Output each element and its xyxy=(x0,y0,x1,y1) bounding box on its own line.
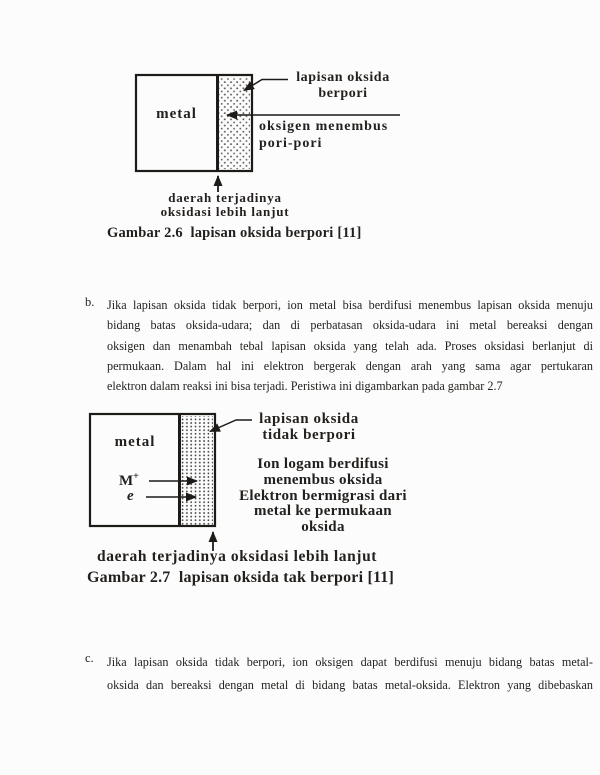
figure1-porous-oxide-label xyxy=(283,70,403,101)
metal-ion-charge: + xyxy=(133,471,139,482)
figure2-description-line: metal ke permukaan xyxy=(254,503,392,520)
paragraph-b-line: Jika lapisan oksida tidak berpori, ion metal bisa berdifusi menembus lapisan oksida menuju xyxy=(107,298,593,312)
paragraph-c-line: Jika lapisan oksida tidak berpori, ion oksigen dapat berdifusi menuju bidang batas metal- xyxy=(107,655,593,669)
figure2-oxide-label-line1: lapisan oksida xyxy=(259,411,359,427)
metal-ion-symbol: M xyxy=(119,473,134,489)
paragraph-b-line: oksigen dan menambah tebal lapisan oksida yang telah ada. Proses oksidasi berlanjut di xyxy=(107,338,593,353)
figure1-oxidation-region-label xyxy=(140,191,310,218)
figure1-oxygen-label-line2: pori-pori xyxy=(259,136,323,151)
figure1-oxygen-label xyxy=(259,118,388,152)
figure2-caption: Gambar 2.7 lapisan oksida tak berpori [11] xyxy=(87,569,395,586)
figure1-porous-oxide-label-line1: lapisan oksida xyxy=(296,70,390,85)
figure2-description-line: menembus oksida xyxy=(263,471,383,488)
paragraph-b-line: bidang batas oksida-udara; dan di perbatasan oksida-udara ini metal bereaksi dengan xyxy=(107,318,593,333)
paragraph-b-line: permukaan. Dalam hal ini elektron bergerak dengan arah yang sama agar pertukaran xyxy=(107,358,593,373)
figure1-oxygen-label-line1: oksigen menembus xyxy=(259,119,389,134)
figure1-metal-label: metal xyxy=(156,106,197,122)
figure2-oxide-label-line2: tidak berpori xyxy=(262,427,356,443)
figure1-porous-oxide-label-line2: berpori xyxy=(318,85,368,101)
paragraph-c-text xyxy=(107,651,593,696)
figure2-electron-label: e xyxy=(127,488,134,504)
figure2-oxide-label xyxy=(249,411,369,443)
paragraph-b-marker: b. xyxy=(85,295,95,309)
figure2-oxide-arrow xyxy=(210,420,252,432)
paragraph-b xyxy=(85,295,593,396)
paragraph-b-text xyxy=(107,295,593,396)
paragraph-c xyxy=(85,651,593,696)
figure1-oxidation-region-label-line2: oksidasi lebih lanjut xyxy=(160,203,290,219)
figure1-oxidation-region-label-line1: daerah terjadinya xyxy=(168,190,282,205)
figure1-oxide-arrow xyxy=(244,80,288,91)
figure2-oxide-region xyxy=(181,416,213,525)
figure2-description-line: Elektron bermigrasi dari xyxy=(239,487,407,504)
figure2-description xyxy=(223,457,423,536)
figure1-porous-oxide-region xyxy=(219,77,250,169)
figure2-description-line: oksida xyxy=(301,519,345,536)
figure2-description-line: Ion logam berdifusi xyxy=(257,456,389,472)
figure2-metal-label: metal xyxy=(114,434,156,450)
paragraph-c-line: oksida dan bereaksi dengan metal di bidang batas metal-oksida. Elektron yang dibebaskan xyxy=(107,677,593,692)
figure1-caption: Gambar 2.6 lapisan oksida berpori [11] xyxy=(107,225,362,241)
figure2-oxidation-region-label: daerah terjadinya oksidasi lebih lanjut xyxy=(97,548,378,565)
paragraph-b-line: elektron dalam reaksi ini bisa terjadi. Peristiwa ini digambarkan pada gambar 2.7 xyxy=(107,379,503,394)
paragraph-c-marker: c. xyxy=(85,651,94,665)
